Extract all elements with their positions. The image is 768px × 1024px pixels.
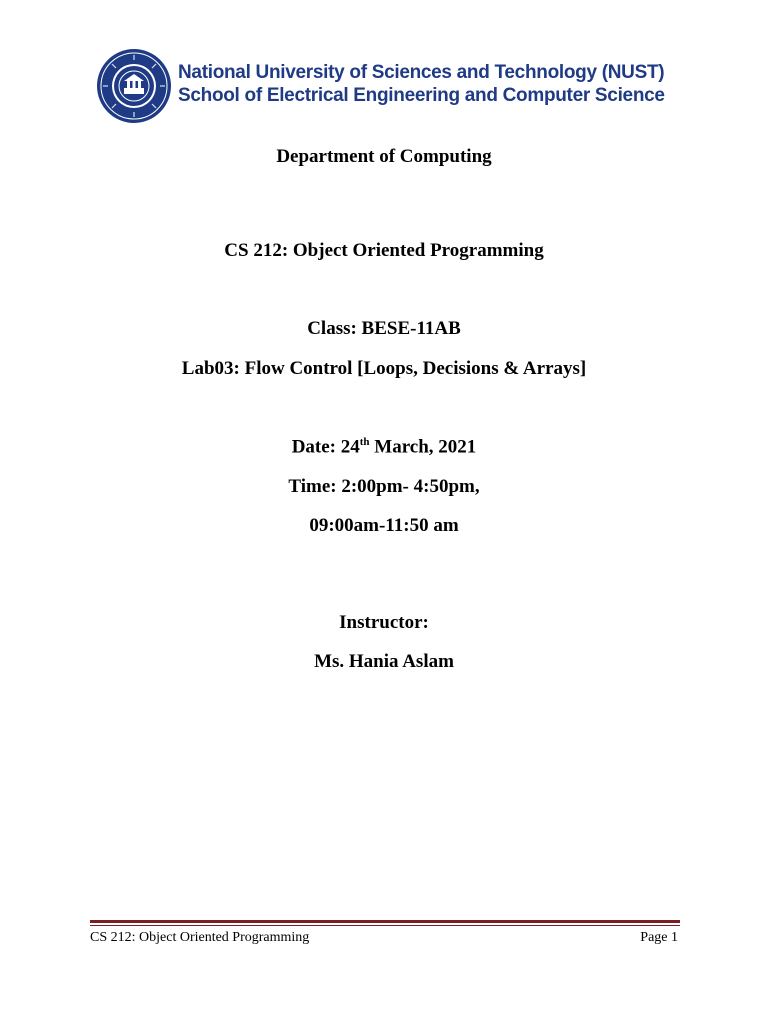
school-name: School of Electrical Engineering and Computer Science bbox=[178, 85, 665, 106]
document-header bbox=[96, 48, 696, 128]
footer-rule-thin bbox=[90, 925, 680, 926]
date-ordinal: th bbox=[359, 436, 370, 448]
university-name: National University of Sciences and Technology (NUST) bbox=[178, 62, 665, 83]
nust-seal-icon bbox=[96, 48, 172, 124]
footer-page-number: Page 1 bbox=[640, 930, 678, 945]
time-line-1: Time: 2:00pm- 4:50pm, bbox=[288, 476, 480, 497]
footer-course-name: CS 212: Object Oriented Programming bbox=[90, 930, 310, 945]
instructor-name: Ms. Hania Aslam bbox=[314, 651, 454, 672]
course-title: CS 212: Object Oriented Programming bbox=[224, 240, 544, 261]
footer-rule-thick bbox=[90, 920, 680, 923]
date-suffix: March, 2021 bbox=[369, 436, 477, 458]
date-prefix: Date: 24 bbox=[291, 436, 360, 458]
lab-title: Lab03: Flow Control [Loops, Decisions & Arrays] bbox=[181, 358, 587, 379]
date-line bbox=[0, 436, 768, 458]
department-title: Department of Computing bbox=[276, 146, 492, 167]
class-line: Class: BESE-11AB bbox=[307, 318, 461, 339]
instructor-label: Instructor: bbox=[339, 612, 429, 633]
time-line-2: 09:00am-11:50 am bbox=[309, 515, 459, 536]
